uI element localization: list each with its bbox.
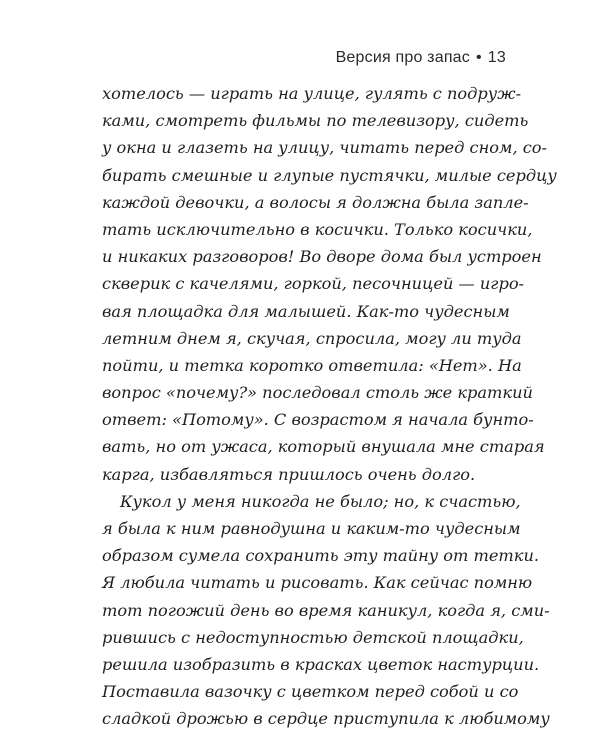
text-line: образом сумела сохранить эту тайну от тетки.	[102, 546, 540, 566]
paragraph-2	[102, 488, 550, 733]
text-line: Кукол у меня никогда не было; но, к счастью,	[120, 491, 521, 511]
text-line: ответ: «Потому». С возрастом я начала бунто-	[102, 410, 534, 430]
text-line: карга, избавляться пришлось очень долго.	[102, 464, 476, 484]
text-line: скверик с качелями, горкой, песочницей — игро-	[102, 274, 525, 294]
text-line: у окна и глазеть на улицу, читать перед сном, со-	[102, 138, 548, 158]
text-line: пойти, и тетка коротко ответила: «Нет». На	[102, 355, 522, 375]
header-separator: •	[475, 49, 482, 66]
paragraph-1	[102, 80, 557, 488]
book-title: Версия про запас	[335, 49, 470, 66]
text-line: вать, но от ужаса, который внушала мне старая	[102, 437, 545, 457]
text-line: тать исключительно в косички. Только косички,	[102, 219, 533, 239]
running-header	[336, 49, 506, 67]
text-line: вопрос «почему?» последовал столь же краткий	[102, 383, 533, 403]
body-text	[102, 80, 557, 733]
text-line: летним днем я, скучая, спросила, могу ли туда	[102, 328, 522, 348]
text-line: сладкой дрожью в сердце приступила к любимому	[102, 709, 550, 729]
text-line: Я любила читать и рисовать. Как сейчас помню	[102, 573, 533, 593]
text-line: я была к ним равнодушна и каким-то чудесным	[102, 519, 521, 538]
text-line: Поставила вазочку с цветком перед собой и со	[102, 682, 519, 702]
text-line: рившись с недоступностью детской площадки,	[102, 627, 524, 647]
text-line: бирать смешные и глупые пустячки, милые сердцу	[102, 165, 557, 185]
text-line: вая площадка для малышей. Как-то чудесным	[102, 301, 510, 321]
text-line: хотелось — играть на улице, гулять с подруж-	[102, 84, 522, 103]
text-line: ками, смотреть фильмы по телевизору, сидеть	[102, 111, 529, 131]
text-line: решила изобразить в красках цветок настурции.	[102, 654, 540, 674]
text-line: каждой девочки, а волосы я должна была запле-	[102, 192, 529, 212]
text-line: и никаких разговоров! Во дворе дома был устроен	[102, 247, 542, 267]
text-line: тот погожий день во время каникул, когда я, сми-	[102, 600, 550, 620]
page-number: 13	[487, 49, 506, 66]
